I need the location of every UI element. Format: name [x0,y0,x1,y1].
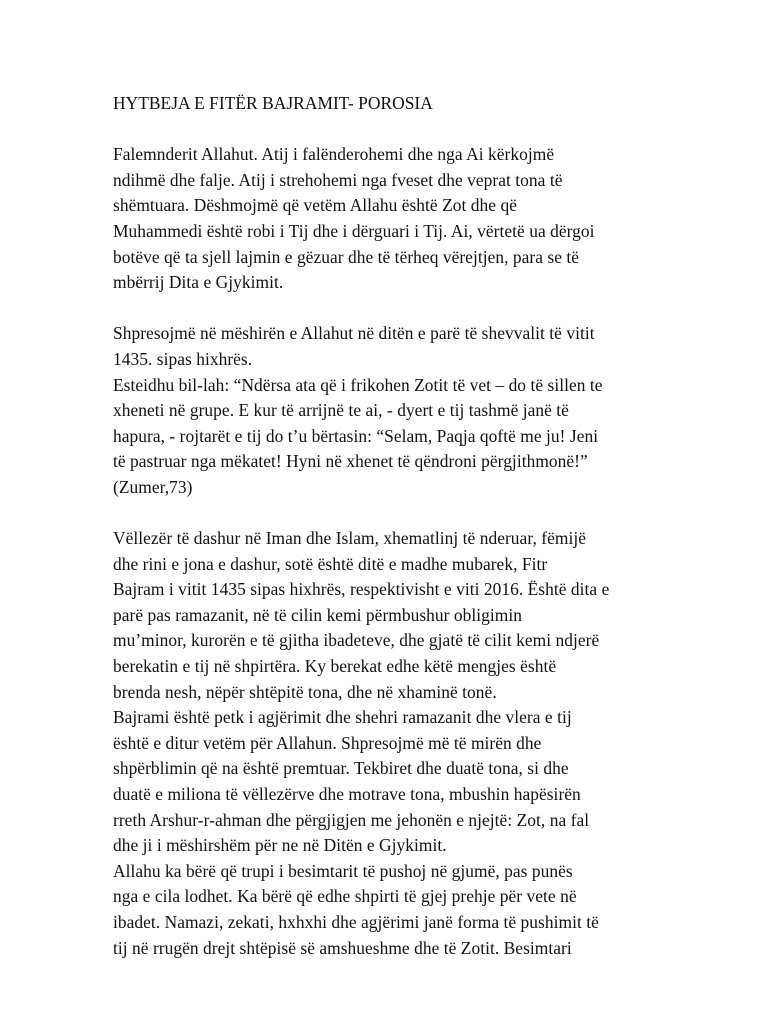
text-line: 1435. sipas hixhrës. [113,348,253,369]
paragraph-sermon-body [113,526,673,961]
text-line: xheneti në grupe. E kur të arrijnë te ai, - dyert e tij tashmë janë të [113,400,569,421]
text-line: Bajrami është petk i agjërimit dhe shehri ramazanit dhe vlera e tij [113,707,572,728]
text-line: Esteidhu bil-lah: “Ndërsa ata që i frikohen Zotit të vet – do të sillen te [113,374,603,395]
text-line: nga e cila lodhet. Ka bërë që edhe shpirti të gjej prehje për vete në [113,886,577,907]
text-line: dhe ji i mëshirshëm për ne në Ditën e Gjykimit. [113,835,447,856]
text-line: mu’minor, kurorën e të gjitha ibadeteve, dhe gjatë të cilit kemi ndjerë [113,630,600,651]
paragraph-opening-praise [113,142,673,296]
text-line: Shpresojmë në mëshirën e Allahut në ditën e parë të shevvalit të vitit [113,323,595,344]
text-line: brenda nesh, nëpër shtëpitë tona, dhe në xhaminë tonë. [113,681,497,702]
text-line: Vëllezër të dashur në Iman dhe Islam, xhematlinj të nderuar, fëmijë [113,528,586,549]
text-line: dhe rini e jona e dashur, sotë është ditë e madhe mubarek, Fitr [113,553,548,574]
text-line: rreth Arshur-r-ahman dhe përgjigjen me jehonën e njejtë: Zot, na fal [113,809,590,830]
text-line: Bajram i vitit 1435 sipas hixhrës, respektivisht e viti 2016. Është dita e [113,579,610,600]
text-line: shëmtuara. Dëshmojmë që vetëm Allahu është Zot dhe që [113,195,517,216]
text-line: duatë e miliona të vëllezërve dhe motrave tona, mbushin hapësirën [113,784,581,805]
text-line: ndihmë dhe falje. Atij i strehohemi nga fveset dhe veprat tona të [113,169,563,190]
text-line: tij në rrugën drejt shtëpisë së amshueshme dhe të Zotit. Besimtari [113,937,572,958]
text-line: mbërrij Dita e Gjykimit. [113,272,284,293]
spacer [113,501,673,527]
text-line: Falemnderit Allahut. Atij i falënderohemi dhe nga Ai kërkojmë [113,144,555,165]
paragraph-hope-and-quote [113,321,673,500]
text-line: (Zumer,73) [113,476,193,497]
text-line: shpërblimin që na është premtuar. Tekbiret dhe duatë tona, si dhe [113,758,569,779]
document-title: HYTBEJA E FITËR BAJRAMIT- POROSIA [113,93,433,113]
text-line: hapura, - rojtarët e tij do t’u bërtasin: “Selam, Paqja qoftë me ju! Jeni [113,425,599,446]
text-line: Allahu ka bërë që trupi i besimtarit të pushoj në gjumë, pas punës [113,860,573,881]
text-line: ibadet. Namazi, zekati, hxhxhi dhe agjërimi janë forma të pushimit të [113,912,599,932]
spacer [113,117,673,143]
spacer [113,296,673,322]
text-line: parë pas ramazanit, në të cilin kemi përmbushur obligimin [113,604,522,625]
text-line: Muhammedi është robi i Tij dhe i dërguari i Tij. Ai, vërtetë ua dërgoi [113,220,595,241]
text-line: të pastruar nga mëkatet! Hyni në xhenet të qëndroni përgjithmonë!” [113,451,588,472]
text-line: botëve që ta sjell lajmin e gëzuar dhe të tërheq vërejtjen, para se të [113,246,580,267]
text-line: është e ditur vetëm për Allahun. Shpresojmë më të mirën dhe [113,732,542,753]
document-body [113,91,673,961]
text-line: berekatin e tij në shpirtëra. Ky berekat edhe këtë mengjes është [113,656,557,677]
